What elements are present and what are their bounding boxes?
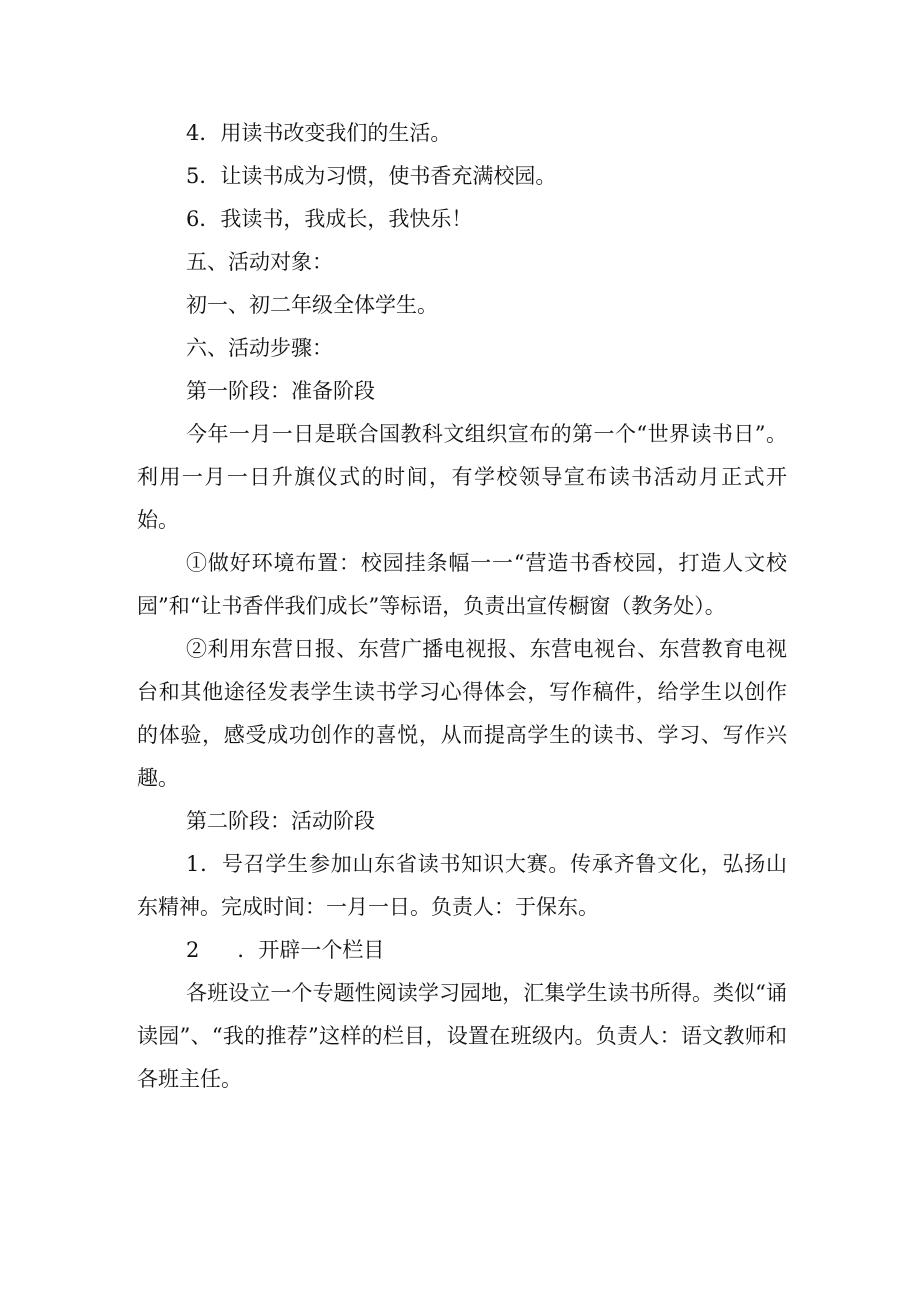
- stage-1-item-media: ②利用东营日报、东营广播电视报、东营电视台、东营教育电视台和其他途径发表学生读书学习心得体会，写作稿件，给学生以创作的体验，感受成功创作的喜悦，从而提高学生的读书、学习、写作兴趣。: [137, 637, 787, 790]
- slogan-6: 6．我读书，我成长，我快乐！: [186, 207, 473, 231]
- slogan-5: 5．让读书成为习惯，使书香充满校园。: [186, 164, 557, 188]
- stage-1-heading: 第一阶段：准备阶段: [186, 379, 375, 403]
- activity-target-text: 初一、初二年级全体学生。: [186, 293, 438, 317]
- section-heading-activity-target: 五、活动对象：: [186, 250, 333, 274]
- stage-1-item-environment: ①做好环境布置：校园挂条幅一一“营造书香校园，打造人文校园”和“让书香伴我们成长”等标语，负责出宣传橱窗（教务处）。: [137, 551, 787, 618]
- stage-2-item-column-title: ．开辟一个栏目: [237, 938, 385, 962]
- stage-2-item-contest: 1．号召学生参加山东省读书知识大赛。传承齐鲁文化，弘扬山东精神。完成时间：一月一日。负责人：于保东。: [137, 852, 787, 919]
- slogan-4: 4．用读书改变我们的生活。: [186, 121, 452, 145]
- stage-2-item-column-body: 各班设立一个专题性阅读学习园地，汇集学生读书所得。类似“诵读园”、“我的推荐”这样的栏目，设置在班级内。负责人：语文教师和各班主任。: [137, 981, 787, 1091]
- stage-1-intro-paragraph: 今年一月一日是联合国教科文组织宣布的第一个“世界读书日”。利用一月一日升旗仪式的时间，有学校领导宣布读书活动月正式开始。: [137, 422, 787, 532]
- document-body: [137, 112, 787, 1101]
- stage-2-item-column: [137, 929, 787, 972]
- stage-2-heading: 第二阶段：活动阶段: [186, 809, 375, 833]
- stage-2-item-column-number: 2: [186, 938, 200, 962]
- section-heading-activity-steps: 六、活动步骤：: [186, 336, 333, 360]
